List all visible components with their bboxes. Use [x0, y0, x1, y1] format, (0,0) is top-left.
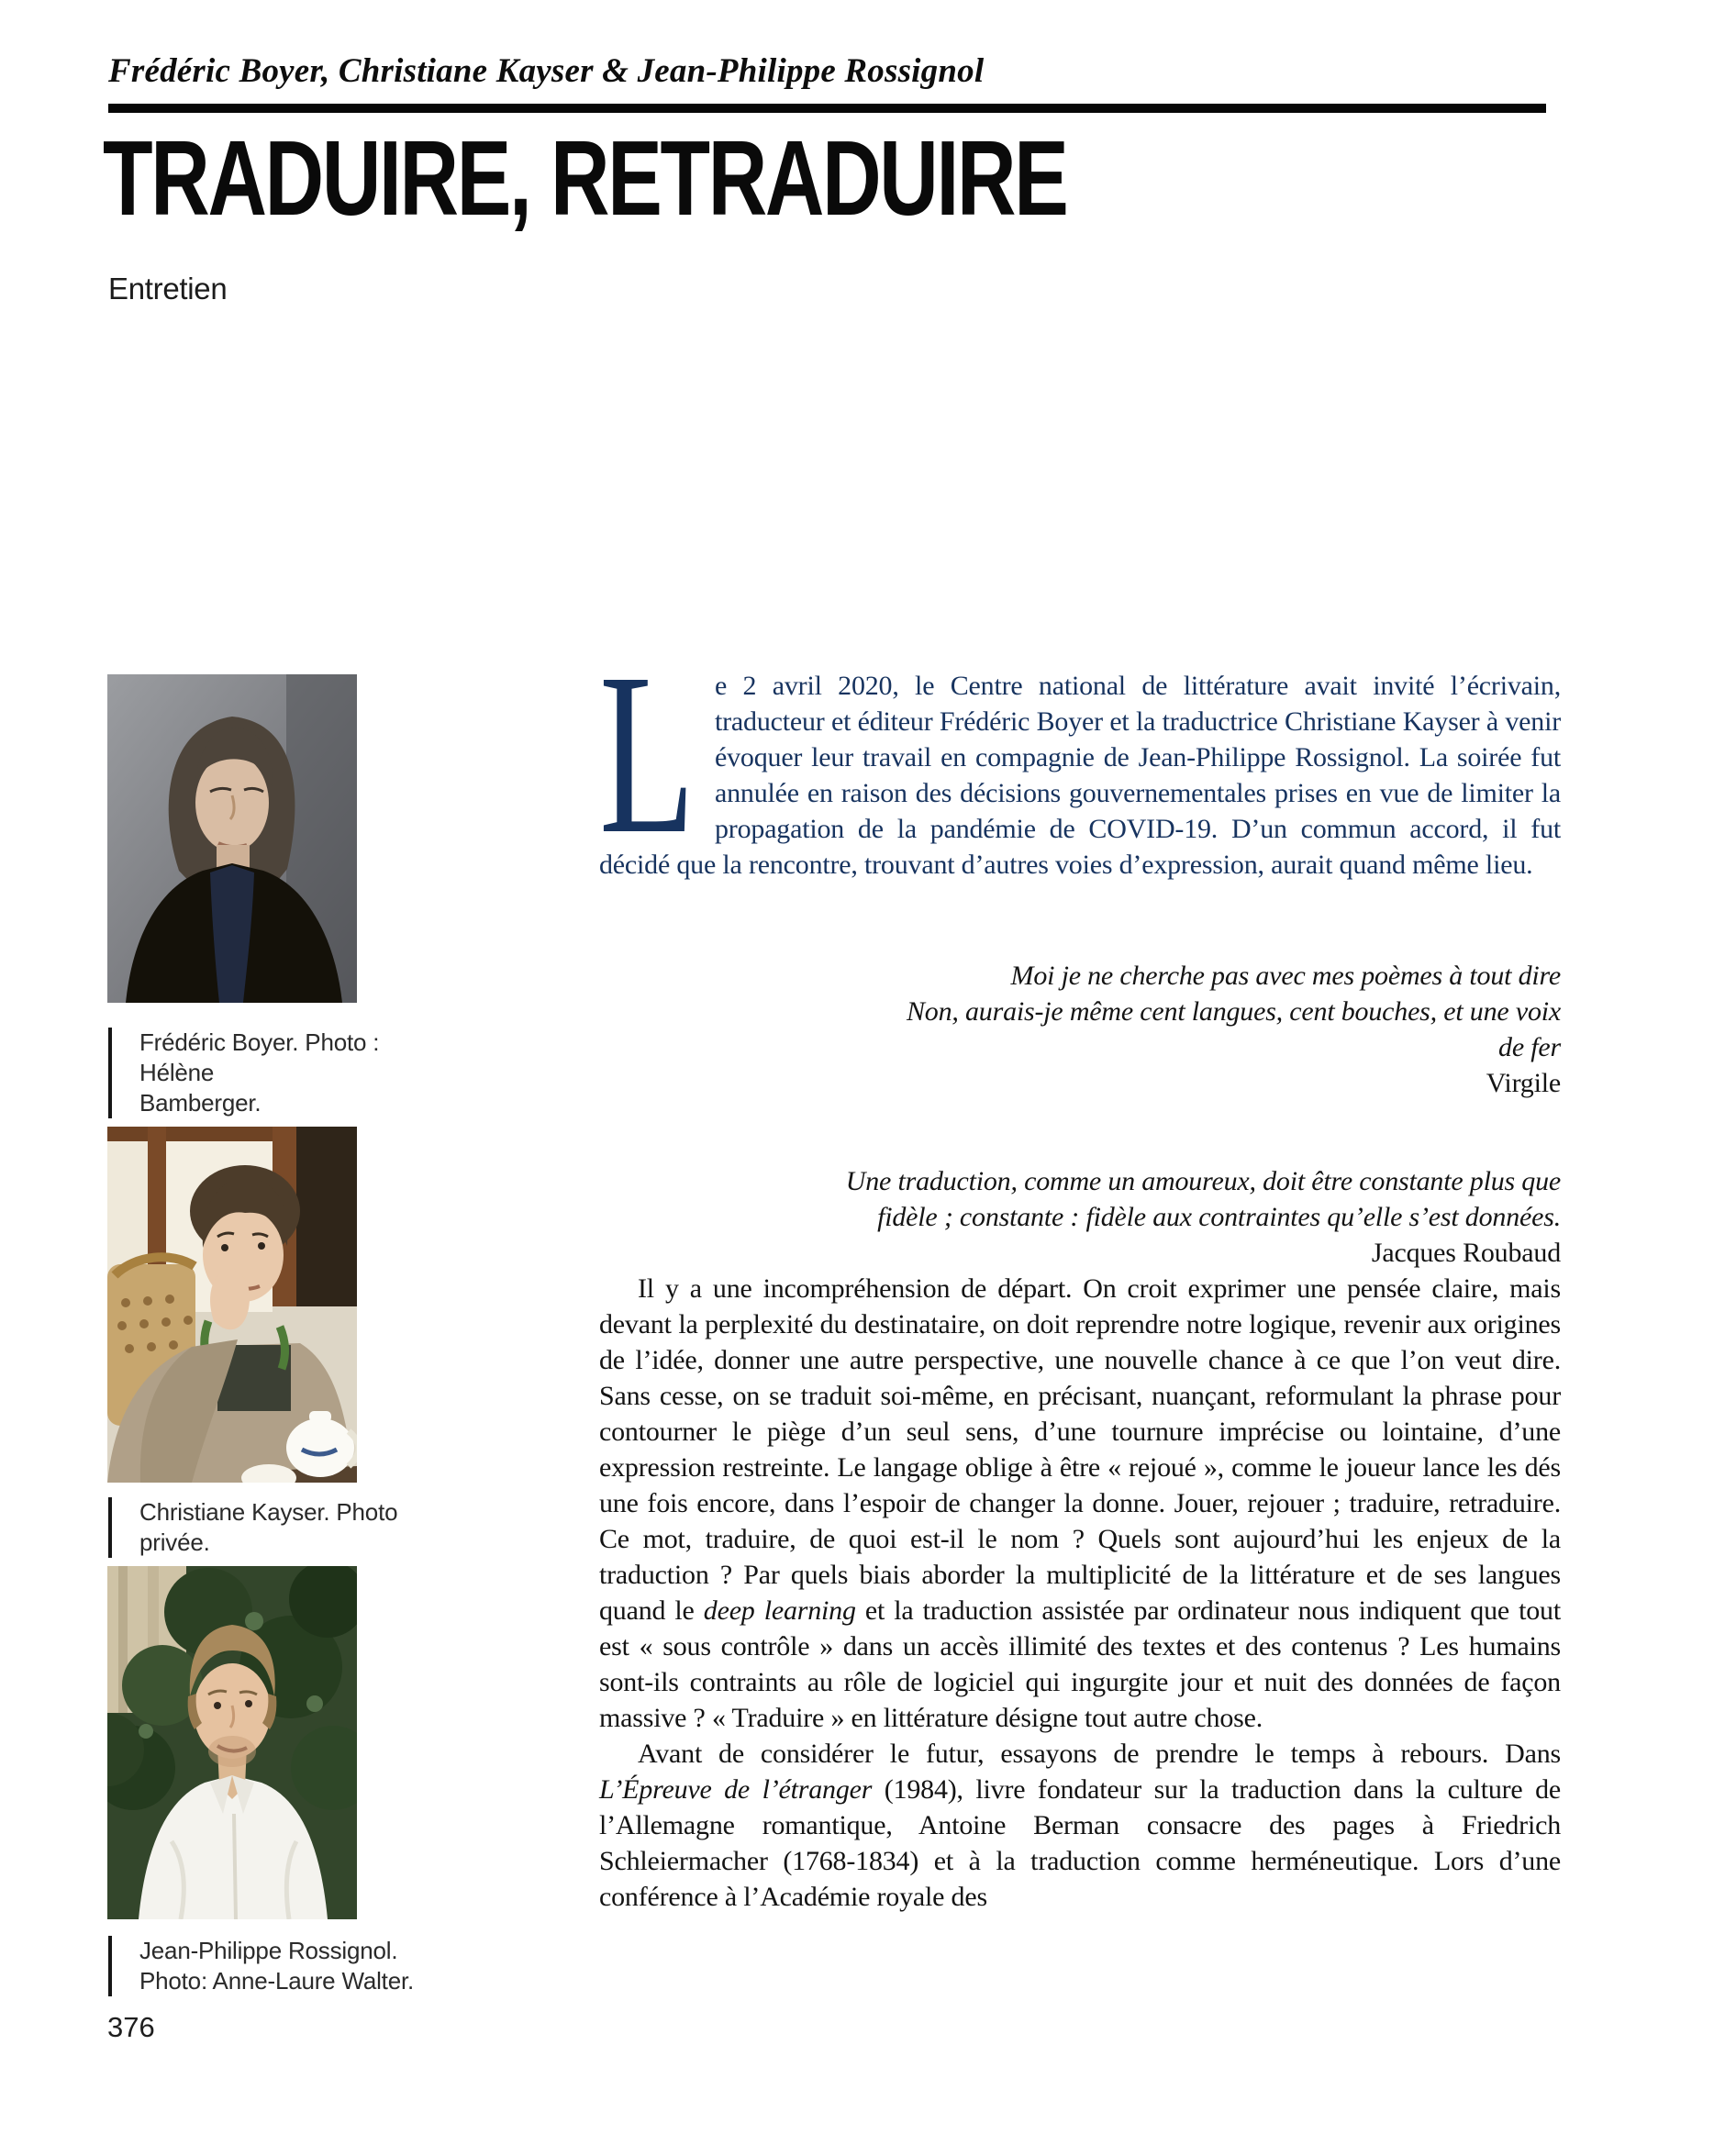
epigraph-attribution: Virgile — [1486, 1068, 1561, 1098]
body-text: Avant de considérer le futur, essayons de prendre le temps à rebours. Dans — [638, 1739, 1561, 1769]
caption-line: Jean-Philippe Rossignol. — [139, 1937, 398, 1964]
portrait-christiane-kayser-illustration — [107, 1127, 357, 1483]
caption-jean-philippe-rossignol — [108, 1936, 442, 1996]
photo-jean-philippe-rossignol — [107, 1566, 357, 1919]
body-paragraph-2 — [599, 1736, 1561, 1915]
lead-paragraph — [599, 625, 1561, 883]
caption-line: Frédéric Boyer. Photo : Hélène — [139, 1028, 380, 1086]
epigraph-line: fidèle ; constante : fidèle aux contraintes qu’elle s’est données. — [877, 1202, 1561, 1232]
italic-term-deep-learning: deep learning — [703, 1595, 856, 1626]
portrait-frederic-boyer-illustration — [107, 674, 357, 1003]
photo-christiane-kayser — [107, 1127, 357, 1483]
text-column — [599, 625, 1561, 1915]
caption-line: Christiane Kayser. Photo privée. — [139, 1498, 398, 1556]
subtitle-entretien: Entretien — [108, 272, 228, 306]
authors-header: Frédéric Boyer, Christiane Kayser & Jean-Philippe Rossignol — [108, 52, 985, 90]
body-text: et la traduction assistée par ordinateur nous indiquent que tout est « sous contrôle » dans un accès illimité des textes et des contenus ? Les humains sont-ils contraints au rôle de logiciel qui ingurgite jour et nuit des données de façon massive ? « Traduire » en littérature désigne tout autre chose. — [599, 1595, 1561, 1733]
body-text: (1984), livre fondateur sur la traduction dans la culture de l’Allemagne romantique, Antoine Berman consacre des pages à Friedrich Schleiermacher (1768-1834) et à la traduction comme herméneutique. Lors d’une conférence à l’Académie royale des — [599, 1774, 1561, 1912]
caption-christiane-kayser — [108, 1497, 442, 1558]
epigraph-line: de fer — [1498, 1032, 1561, 1062]
body-paragraph-1 — [599, 1271, 1561, 1736]
body-text: Il y a une incompréhension de départ. On croit exprimer une pensée claire, mais devant la perplexité du destinataire, on doit reprendre notre logique, revenir aux origines de l’idée, donner une autre perspective, une nouvelle chance à ce que l’on veut dire. Sans cesse, on se traduit soi-même, en précisant, nuançant, reformulant la phrase pour contourner le piège d’un seul sens, d’une tournure imprécise ou lointaine, d’une expression restreinte. Le langage oblige à être « rejoué », comme le joueur lance les dés une fois encore, dans l’espoir de changer la donne. Jouer, rejouer ; traduire, retraduire. Ce mot, traduire, de quoi est-il le nom ? Quels sont aujourd’hui les enjeux de la traduction ? Par quels biais aborder la multiplicité de la littérature et de ses langues quand le — [599, 1273, 1561, 1626]
header-rule — [108, 104, 1546, 113]
epigraph-attribution: Jacques Roubaud — [1371, 1238, 1561, 1268]
epigraph-line: Une traduction, comme un amoureux, doit être constante plus que — [845, 1166, 1561, 1196]
italic-book-title: L’Épreuve de l’étranger — [599, 1774, 873, 1805]
page-number: 376 — [107, 2011, 155, 2043]
caption-frederic-boyer — [108, 1028, 442, 1118]
epigraph-roubaud — [599, 1163, 1561, 1271]
photo-frederic-boyer — [107, 674, 357, 1003]
epigraph-virgile — [599, 958, 1561, 1101]
epigraph-line: Moi je ne cherche pas avec mes poèmes à tout dire — [1010, 961, 1561, 991]
caption-line: Photo: Anne-Laure Walter. — [139, 1967, 415, 1995]
epigraph-line: Non, aurais-je même cent langues, cent bouches, et une voix — [907, 996, 1561, 1027]
caption-line: Bamberger. — [139, 1089, 262, 1117]
lead-text: e 2 avril 2020, le Centre national de littérature avait invité l’écrivain, traducteur et éditeur Frédéric Boyer et la traductrice Christiane Kayser à venir évoquer leur travail en compagnie de Jean-Philippe Rossignol. La soirée fut annulée en raison des décisions gouvernementales prises en vue de limiter la propagation de la pandémie de COVID-19. D’un commun accord, il fut décidé que la rencontre, trouvant d’autres voies d’expression, aurait quand même lieu. — [599, 671, 1561, 880]
dropcap-letter: L — [599, 625, 696, 882]
portrait-jean-philippe-rossignol-illustration — [107, 1566, 357, 1919]
page-title: TRADUIRE, RETRADUIRE — [103, 118, 1067, 238]
